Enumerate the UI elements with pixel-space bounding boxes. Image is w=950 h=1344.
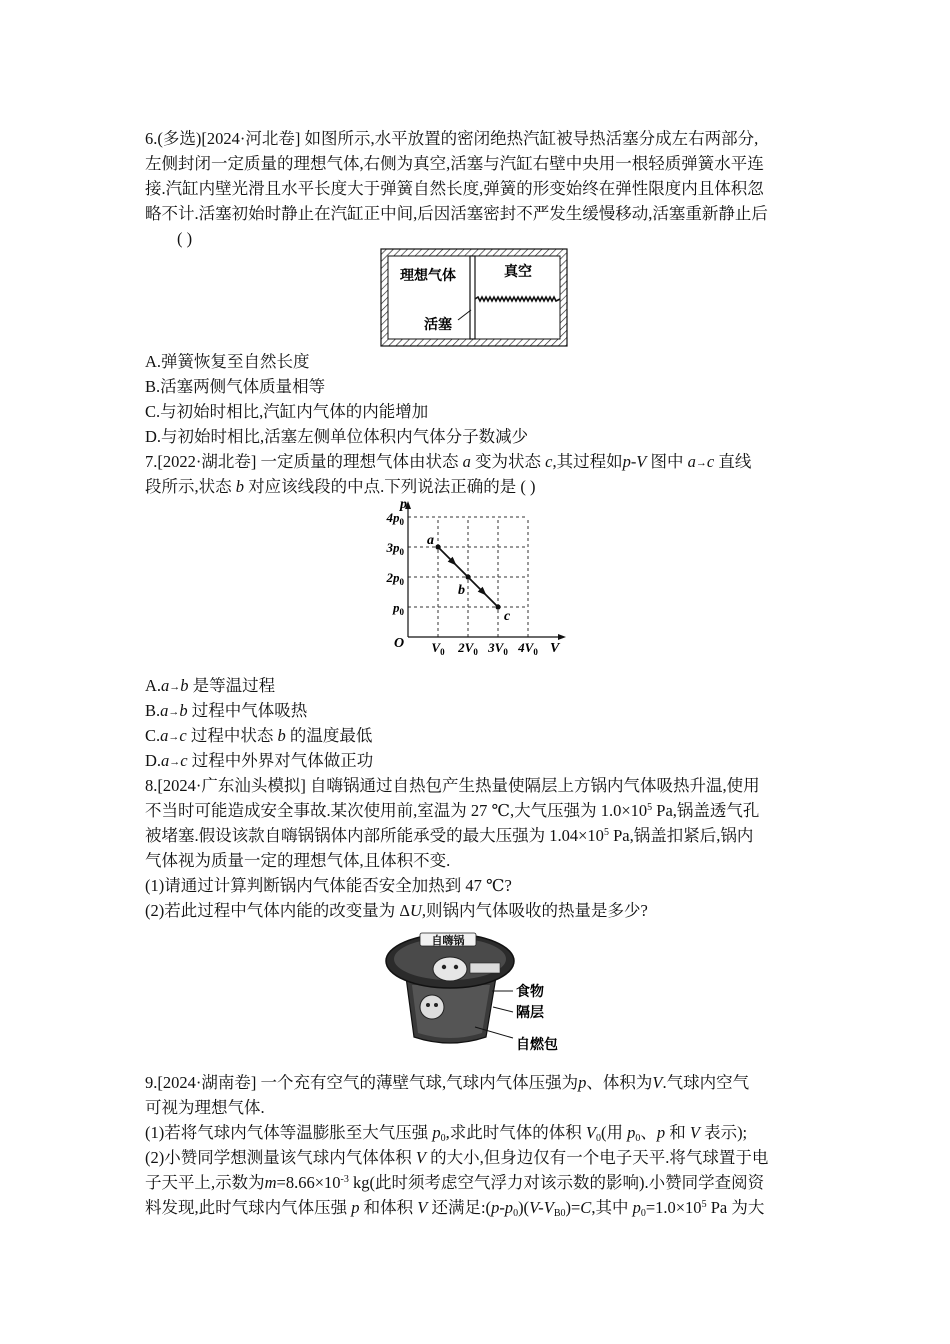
pv-chart (380, 495, 580, 660)
self-heating-pot-figure (380, 925, 580, 1060)
origin-label: O (394, 636, 405, 651)
point-label-c: c (504, 609, 511, 624)
q7-option-c: C.a→c 过程中状态 b 的温度最低 (145, 726, 373, 745)
ideal-gas-label: 理想气体 (400, 269, 456, 284)
q9-line-5: 子天平上,示数为$m=8.66\times 10^{-3}$ kg(此时须考虑空气浮力对该示数的影响).小赞同学查阅资 (145, 1173, 765, 1192)
q9-line-6: 料发现,此时气球内气体压强 p 和体积 V 还满足$:(p-p_0)(V-V_{B0})=C$,其中 $p_0=1.0\times 10^5$ Pa 为大 (145, 1198, 765, 1219)
lid-brand-text: 自嗨锅 (431, 935, 465, 947)
q9-line-3: (1)若将气球内气体等温膨胀至大气压强 $p_0$,求此时气体的体积 $V_0$(用 $p_0$、p 和 V 表示); (145, 1123, 748, 1144)
q9-line-1: 9.[2024·湖南卷] 一个充有空气的薄壁气球,气球内气体压强为p、体积为V.气球内空气 (145, 1073, 750, 1092)
y-tick-label: $3p_0$ (386, 540, 404, 557)
x-tick-label: $V_0$ (431, 640, 445, 657)
q6-line-3: 接.汽缸内壁光滑且水平长度大于弹簧自然长度,弹簧的形变始终在弹性限度内且体积忽 (145, 179, 764, 198)
pot-cartoon (420, 995, 444, 1019)
q8-line-5: (1)请通过计算判断锅内气体能否安全加热到 47 ℃? (145, 876, 512, 895)
q9-line-4: (2)小赞同学想测量该气球内气体体积 V 的大小,但身边仅有一个电子天平.将气球置于电 (145, 1148, 769, 1167)
y-tick-label: $2p_0$ (386, 570, 404, 587)
x-tick-label: $4V_0$ (518, 640, 538, 657)
food-label: 食物 (516, 985, 544, 1000)
q6-option-d: D.与初始时相比,活塞左侧单位体积内气体分子数减少 (145, 427, 529, 446)
lid-cartoon (433, 957, 467, 981)
q7-option-d: D.a→c 过程中外界对气体做正功 (145, 751, 374, 770)
q6-answer-bracket: ( ) (177, 229, 193, 248)
q7-option-a: A.a→b 是等温过程 (145, 676, 276, 695)
point-label-a: a (427, 533, 434, 548)
y-tick-label: $p_0$ (393, 600, 404, 617)
q8-line-2: 不当时可能造成安全事故.某次使用前,室温为 27 ℃,大气压强为 $1.0\times 10^5$ Pa,锅盖透气孔 (145, 801, 760, 820)
x-tick-label: $3V_0$ (488, 640, 508, 657)
q6-option-c: C.与初始时相比,汽缸内气体的内能增加 (145, 402, 429, 421)
x-axis-label: V (550, 641, 560, 656)
q6-option-b: B.活塞两侧气体质量相等 (145, 377, 326, 396)
layer-label: 隔层 (516, 1006, 544, 1021)
piston-label: 活塞 (424, 318, 452, 333)
q8-line-4: 气体视为质量一定的理想气体,且体积不变. (145, 851, 451, 870)
data-point-b (465, 574, 470, 579)
data-point-a (435, 544, 440, 549)
data-point-c (495, 604, 500, 609)
vacuum-label: 真空 (504, 265, 532, 280)
q6-line-4: 略不计.活塞初始时静止在汽缸正中间,后因活塞密封不严发生缓慢移动,活塞重新静止后 (145, 204, 768, 223)
q6-line-1: 6.(多选)[2024·河北卷] 如图所示,水平放置的密闭绝热汽缸被导热活塞分成左右两部分, (145, 129, 759, 148)
q8-line-1: 8.[2024·广东汕头模拟] 自嗨锅通过自热包产生热量使隔层上方锅内气体吸热升温,使用 (145, 776, 760, 795)
x-tick-label: $2V_0$ (458, 640, 478, 657)
point-label-b: b (458, 583, 465, 598)
q7-line-1: 7.[2022·湖北卷] 一定质量的理想气体由状态 a 变为状态 c,其过程如p-V 图中 a→c 直线 (145, 452, 752, 471)
piston (470, 256, 475, 339)
heating-pack-label: 自燃包 (516, 1038, 558, 1053)
q8-line-3: 被堵塞.假设该款自嗨锅锅体内部所能承受的最大压强为 $1.04\times 10^5$ Pa,锅盖扣紧后,锅内 (145, 826, 754, 845)
q8-line-6: (2)若此过程中气体内能的改变量为 ΔU,则锅内气体吸收的热量是多少? (145, 901, 648, 920)
y-axis-label: p (400, 497, 407, 512)
q6-line-2: 左侧封闭一定质量的理想气体,右侧为真空,活塞与汽缸右壁中央用一根轻质弹簧水平连 (145, 154, 764, 173)
y-tick-label: $4p_0$ (386, 510, 404, 527)
x-axis-arrow (558, 634, 566, 640)
q7-option-b: B.a→b 过程中气体吸热 (145, 701, 308, 720)
q9-line-2: 可视为理想气体. (145, 1098, 265, 1117)
q6-option-a: A.弹簧恢复至自然长度 (145, 352, 310, 371)
cylinder-piston-figure (380, 248, 570, 348)
layer-leader-line (493, 1007, 513, 1012)
q7-line-2: 段所示,状态 b 对应该线段的中点.下列说法正确的是 ( ) (145, 477, 536, 496)
